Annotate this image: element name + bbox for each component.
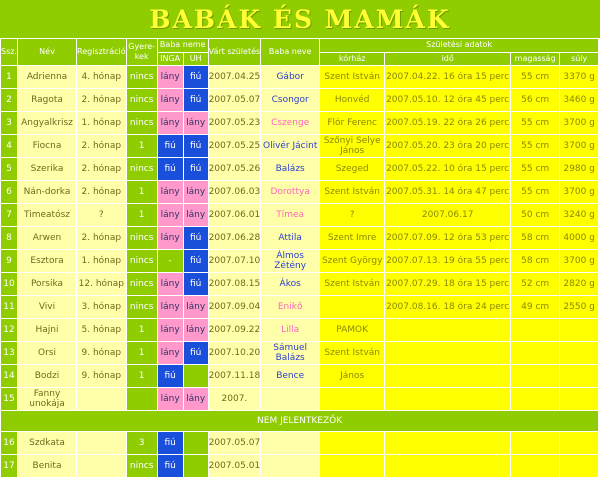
expected-date: 2007. xyxy=(209,388,261,410)
registration: ? xyxy=(77,204,126,226)
children-count: nincs xyxy=(127,273,157,295)
birth-weight: 3370 g xyxy=(560,66,598,88)
birth-height xyxy=(511,365,559,387)
birth-time: 2007.05.10. 12 óra 45 perc xyxy=(385,89,510,111)
inga-sex: lány xyxy=(158,296,183,318)
uh-sex: fiú xyxy=(184,158,208,180)
mother-name: Fanny unokája xyxy=(18,388,76,410)
mother-name: Szerika xyxy=(18,158,76,180)
mother-name: Porsika xyxy=(18,273,76,295)
hospital: Szent István xyxy=(320,66,384,88)
birth-weight: 2820 g xyxy=(560,273,598,295)
birth-weight xyxy=(560,432,598,454)
expected-date: 2007.05.25 xyxy=(209,135,261,157)
mother-name: Orsi xyxy=(18,342,76,364)
children-count: 1 xyxy=(127,181,157,203)
row-number: 15 xyxy=(1,388,17,410)
expected-date: 2007.11.18 xyxy=(209,365,261,387)
birth-time xyxy=(385,342,510,364)
birth-time: 2007.05.20. 23 óra 20 perc xyxy=(385,135,510,157)
hospital: Szent István xyxy=(320,181,384,203)
birth-weight: 2980 g xyxy=(560,158,598,180)
col-expected-header: Várt születés xyxy=(209,39,261,65)
baby-name: Cszenge xyxy=(261,112,319,134)
row-number: 14 xyxy=(1,365,17,387)
birth-weight: 3460 g xyxy=(560,89,598,111)
children-count: nincs xyxy=(127,112,157,134)
children-count xyxy=(127,388,157,410)
expected-date: 2007.07.10 xyxy=(209,250,261,272)
mother-name: Adrienna xyxy=(18,66,76,88)
birth-time: 2007.07.29. 18 óra 15 perc xyxy=(385,273,510,295)
uh-sex: fiú xyxy=(184,89,208,111)
baby-name: Dorottya xyxy=(261,181,319,203)
baby-name: Tímea xyxy=(261,204,319,226)
table-row xyxy=(1,135,598,157)
birth-height xyxy=(511,455,559,477)
table-row xyxy=(1,455,598,477)
expected-date: 2007.06.01 xyxy=(209,204,261,226)
row-number: 3 xyxy=(1,112,17,134)
inga-sex: lány xyxy=(158,342,183,364)
uh-sex: lány xyxy=(184,181,208,203)
row-number: 8 xyxy=(1,227,17,249)
inga-sex: lány xyxy=(158,112,183,134)
row-number: 1 xyxy=(1,66,17,88)
uh-sex: lány xyxy=(184,204,208,226)
col-baby-name-header: Baba neve xyxy=(261,39,319,65)
table-row xyxy=(1,273,598,295)
table-row xyxy=(1,204,598,226)
baby-name: Ákos xyxy=(261,273,319,295)
baby-name: Bence xyxy=(261,365,319,387)
children-count: nincs xyxy=(127,158,157,180)
registration xyxy=(77,432,126,454)
registration: 9. hónap xyxy=(77,342,126,364)
inga-sex: lány xyxy=(158,319,183,341)
birth-time xyxy=(385,455,510,477)
expected-date: 2007.04.25 xyxy=(209,66,261,88)
expected-date: 2007.05.23 xyxy=(209,112,261,134)
registration: 9. hónap xyxy=(77,365,126,387)
baby-name: Lilla xyxy=(261,319,319,341)
birth-height: 55 cm xyxy=(511,66,559,88)
header-row-1 xyxy=(1,39,598,52)
birth-time: 2007.05.19. 22 óra 26 perc xyxy=(385,112,510,134)
expected-date: 2007.09.04 xyxy=(209,296,261,318)
registration: 2. hónap xyxy=(77,181,126,203)
hospital: Szent István xyxy=(320,273,384,295)
children-count: nincs xyxy=(127,227,157,249)
table-row xyxy=(1,89,598,111)
table-row xyxy=(1,66,598,88)
registration: 2. hónap xyxy=(77,227,126,249)
children-count: 3 xyxy=(127,432,157,454)
row-number: 10 xyxy=(1,273,17,295)
birth-height: 50 cm xyxy=(511,204,559,226)
birth-time: 2007.07.09. 12 óra 53 perc xyxy=(385,227,510,249)
expected-date: 2007.06.03 xyxy=(209,181,261,203)
col-uh-header: UH xyxy=(184,53,208,66)
birth-height xyxy=(511,432,559,454)
children-count: 1 xyxy=(127,319,157,341)
table-row xyxy=(1,296,598,318)
birth-height: 55 cm xyxy=(511,112,559,134)
birth-time: 2007.07.13. 19 óra 55 perc xyxy=(385,250,510,272)
inga-sex: lány xyxy=(158,204,183,226)
table-row xyxy=(1,365,598,387)
mother-name: Bodzi xyxy=(18,365,76,387)
birth-time: 2007.08.16. 18 óra 24 perc xyxy=(385,296,510,318)
registration: 2. hónap xyxy=(77,158,126,180)
uh-sex: fiú xyxy=(184,135,208,157)
title-bar xyxy=(0,0,600,38)
mother-name: Ragota xyxy=(18,89,76,111)
mother-name: Esztora xyxy=(18,250,76,272)
children-count: nincs xyxy=(127,455,157,477)
col-hospital-header: kórház xyxy=(320,53,384,66)
inga-sex: fiú xyxy=(158,432,183,454)
baby-name: Gábor xyxy=(261,66,319,88)
row-number: 12 xyxy=(1,319,17,341)
hospital: Szeged xyxy=(320,158,384,180)
birth-height: 55 cm xyxy=(511,181,559,203)
registration: 5. hónap xyxy=(77,319,126,341)
table-row xyxy=(1,432,598,454)
birth-height xyxy=(511,319,559,341)
inga-sex: lány xyxy=(158,227,183,249)
row-number: 7 xyxy=(1,204,17,226)
baby-name: Balázs xyxy=(261,158,319,180)
birth-time xyxy=(385,388,510,410)
registration: 2. hónap xyxy=(77,89,126,111)
birth-height: 55 cm xyxy=(511,158,559,180)
uh-sex: fiú xyxy=(184,250,208,272)
hospital: Szent Imre xyxy=(320,227,384,249)
inga-sex: - xyxy=(158,250,183,272)
birth-weight xyxy=(560,342,598,364)
birth-weight: 3700 g xyxy=(560,250,598,272)
page-title: BABÁK ÉS MAMÁK xyxy=(149,4,451,34)
children-count: 1 xyxy=(127,342,157,364)
inga-sex: fiú xyxy=(158,158,183,180)
birth-height xyxy=(511,342,559,364)
table-row xyxy=(1,227,598,249)
table-row xyxy=(1,112,598,134)
table-row xyxy=(1,342,598,364)
hospital xyxy=(320,455,384,477)
uh-sex xyxy=(184,432,208,454)
expected-date: 2007.08.15 xyxy=(209,273,261,295)
birth-weight: 3240 g xyxy=(560,204,598,226)
baby-name xyxy=(261,432,319,454)
mother-name: Arwen xyxy=(18,227,76,249)
hospital xyxy=(320,432,384,454)
hospital: PAMOK xyxy=(320,319,384,341)
inga-sex: fiú xyxy=(158,455,183,477)
birth-weight: 2550 g xyxy=(560,296,598,318)
hospital: Flór Ferenc xyxy=(320,112,384,134)
registration xyxy=(77,455,126,477)
row-number: 11 xyxy=(1,296,17,318)
inga-sex: lány xyxy=(158,66,183,88)
uh-sex: fiú xyxy=(184,227,208,249)
baby-name: Enikő xyxy=(261,296,319,318)
birth-height: 55 cm xyxy=(511,135,559,157)
table-row xyxy=(1,181,598,203)
registration xyxy=(77,388,126,410)
birth-height: 56 cm xyxy=(511,89,559,111)
birth-height: 49 cm xyxy=(511,296,559,318)
registration: 1. hónap xyxy=(77,250,126,272)
expected-date: 2007.05.07 xyxy=(209,432,261,454)
birth-height: 58 cm xyxy=(511,250,559,272)
expected-date: 2007.10.20 xyxy=(209,342,261,364)
row-number: 16 xyxy=(1,432,17,454)
baby-name xyxy=(261,388,319,410)
baby-name: Sámuel Balázs xyxy=(261,342,319,364)
birth-time xyxy=(385,432,510,454)
uh-sex: fiú xyxy=(184,66,208,88)
expected-date: 2007.05.01 xyxy=(209,455,261,477)
hospital: Honvéd xyxy=(320,89,384,111)
hospital: Szőnyi Selye János xyxy=(320,135,384,157)
row-number: 2 xyxy=(1,89,17,111)
birth-weight: 3700 g xyxy=(560,181,598,203)
children-count: 1 xyxy=(127,204,157,226)
col-birth-data-header: Születési adatok xyxy=(320,39,598,52)
hospital: János xyxy=(320,365,384,387)
mother-name: Fiocna xyxy=(18,135,76,157)
mother-name: Szdkata xyxy=(18,432,76,454)
birth-height: 52 cm xyxy=(511,273,559,295)
birth-weight: 3700 g xyxy=(560,135,598,157)
table-row xyxy=(1,158,598,180)
expected-date: 2007.05.26 xyxy=(209,158,261,180)
registration: 3. hónap xyxy=(77,296,126,318)
registration: 4. hónap xyxy=(77,66,126,88)
registration: 1. hónap xyxy=(77,112,126,134)
uh-sex: lány xyxy=(184,319,208,341)
children-count: nincs xyxy=(127,250,157,272)
inga-sex: fiú xyxy=(158,365,183,387)
birth-height: 58 cm xyxy=(511,227,559,249)
birth-time: 2007.04.22. 16 óra 15 perc xyxy=(385,66,510,88)
section-separator: NEM JELENTKEZŐK xyxy=(1,411,598,431)
children-count: nincs xyxy=(127,296,157,318)
uh-sex: lány xyxy=(184,296,208,318)
mother-name: Nán-dorka xyxy=(18,181,76,203)
row-number: 17 xyxy=(1,455,17,477)
mother-name: Vivi xyxy=(18,296,76,318)
mother-name: Angyalkrisz xyxy=(18,112,76,134)
col-inga-header: INGA xyxy=(158,53,183,66)
row-number: 13 xyxy=(1,342,17,364)
children-count: 1 xyxy=(127,365,157,387)
hospital: Szent György xyxy=(320,250,384,272)
row-number: 6 xyxy=(1,181,17,203)
col-height-header: magasság xyxy=(511,53,559,66)
hospital: ? xyxy=(320,204,384,226)
birth-time: 2007.05.31. 14 óra 47 perc xyxy=(385,181,510,203)
uh-sex: lány xyxy=(184,112,208,134)
uh-sex: fiú xyxy=(184,342,208,364)
table-row xyxy=(1,388,598,410)
birth-weight xyxy=(560,365,598,387)
row-number: 5 xyxy=(1,158,17,180)
table-body xyxy=(1,39,598,477)
uh-sex xyxy=(184,365,208,387)
birth-time xyxy=(385,319,510,341)
registration: 12. hónap xyxy=(77,273,126,295)
birth-weight xyxy=(560,388,598,410)
table-row xyxy=(1,250,598,272)
birth-weight xyxy=(560,455,598,477)
registration: 2. hónap xyxy=(77,135,126,157)
birth-time xyxy=(385,365,510,387)
expected-date: 2007.05.07 xyxy=(209,89,261,111)
expected-date: 2007.06.28 xyxy=(209,227,261,249)
mother-name: Benita xyxy=(18,455,76,477)
birth-time: 2007.06.17 xyxy=(385,204,510,226)
col-baby-sex-header: Baba neme xyxy=(158,39,208,52)
children-count: 1 xyxy=(127,135,157,157)
inga-sex: lány xyxy=(158,89,183,111)
uh-sex: fiú xyxy=(184,273,208,295)
hospital xyxy=(320,296,384,318)
expected-date: 2007.09.22 xyxy=(209,319,261,341)
col-name-header: Név xyxy=(18,39,76,65)
table-row xyxy=(1,319,598,341)
inga-sex: fiú xyxy=(158,135,183,157)
baby-name: Attila xyxy=(261,227,319,249)
inga-sex: lány xyxy=(158,181,183,203)
uh-sex: lány xyxy=(184,388,208,410)
mother-name: Hajni xyxy=(18,319,76,341)
row-number: 4 xyxy=(1,135,17,157)
uh-sex xyxy=(184,455,208,477)
col-weight-header: súly xyxy=(560,53,598,66)
birth-time: 2007.05.22. 10 óra 15 perc xyxy=(385,158,510,180)
col-registration-header: Regisztráció xyxy=(77,39,126,65)
baby-name: Álmos Zétény xyxy=(261,250,319,272)
birth-weight xyxy=(560,319,598,341)
babies-table xyxy=(0,38,599,478)
children-count: nincs xyxy=(127,89,157,111)
col-children-header: Gyere-kek xyxy=(127,39,157,65)
children-count: nincs xyxy=(127,66,157,88)
baby-name: Csongor xyxy=(261,89,319,111)
inga-sex: lány xyxy=(158,273,183,295)
col-nr-header: Ssz. xyxy=(1,39,17,65)
col-time-header: idő xyxy=(385,53,510,66)
inga-sex: lány xyxy=(158,388,183,410)
baby-name xyxy=(261,455,319,477)
birth-weight: 4000 g xyxy=(560,227,598,249)
birth-weight: 3700 g xyxy=(560,112,598,134)
row-number: 9 xyxy=(1,250,17,272)
hospital xyxy=(320,388,384,410)
mother-name: Timeatósz xyxy=(18,204,76,226)
hospital: Szent István xyxy=(320,342,384,364)
baby-name: Olivér Jácint xyxy=(261,135,319,157)
birth-height xyxy=(511,388,559,410)
section-separator-row xyxy=(1,411,598,431)
